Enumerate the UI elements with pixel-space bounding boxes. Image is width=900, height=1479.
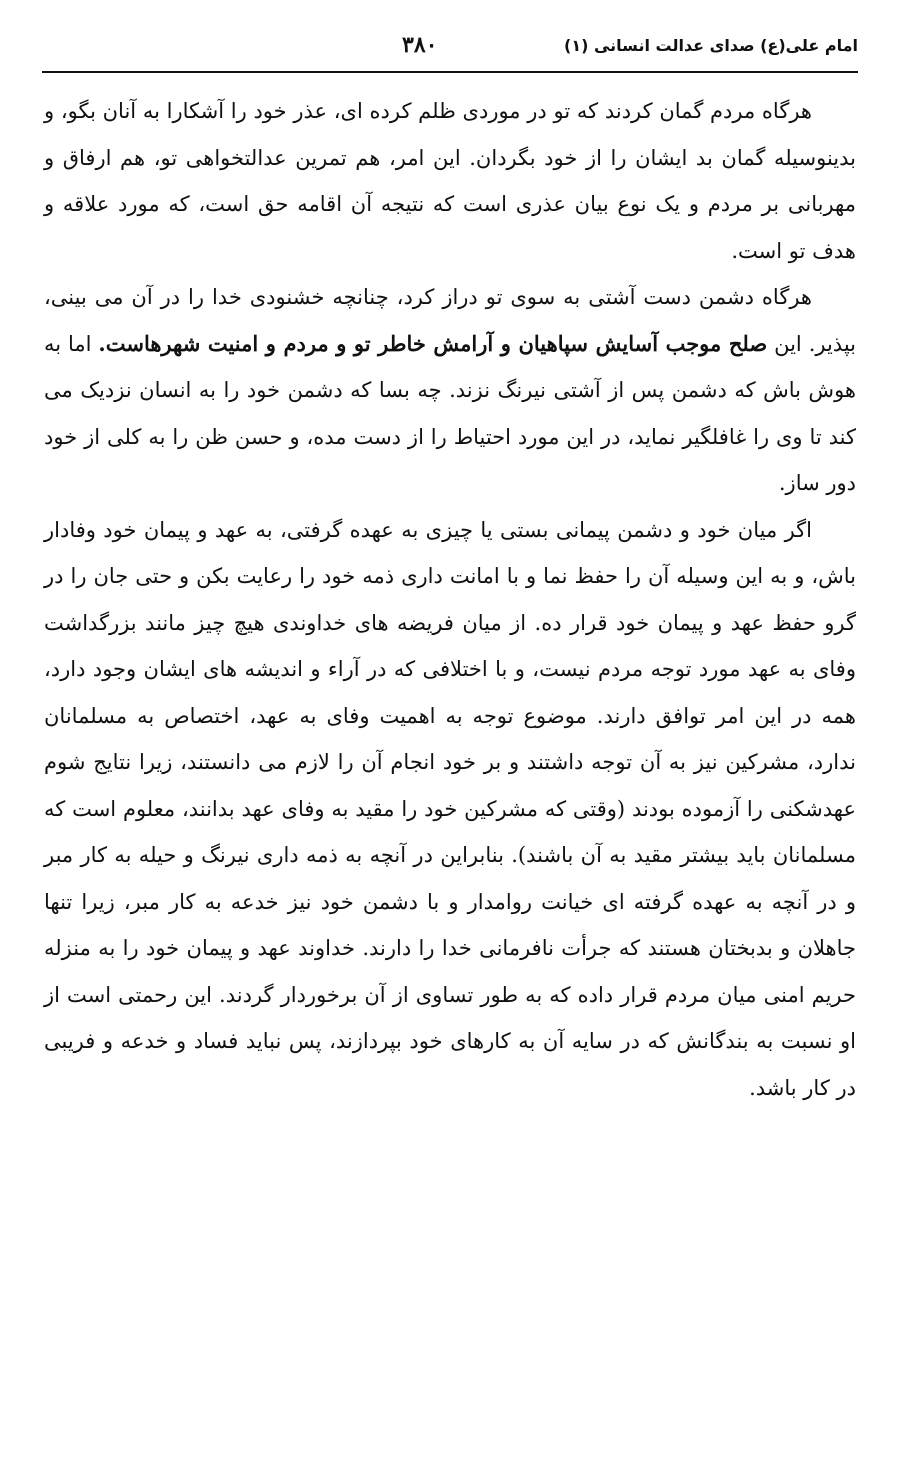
paragraph-peace-with-enemy xyxy=(44,274,856,507)
page-body xyxy=(44,88,856,1111)
page-number: ۳۸۰ xyxy=(402,32,438,58)
emphasized-text: صلح موجب آسایش سپاهیان و آرامش خاطر تو و مردم و امنیت شهرهاست. xyxy=(98,330,768,356)
paragraph-text: اما به هوش باش که دشمن پس از آشتی نیرنگ نزند. چه بسا که دشمن خود را به انسان نزدیک می کند تا وی را غافلگیر نماید، در این مورد احتیاط را از دست مده، و حسن ظن را به کلی از خود دور ساز. xyxy=(44,331,856,495)
header-rule xyxy=(42,71,858,73)
page-header xyxy=(42,30,858,72)
running-title: امام علی(ع) صدای عدالت انسانی (۱) xyxy=(564,36,858,55)
paragraph-text: اگر میان خود و دشمن پیمانی بستی یا چیزی به عهده گرفتی، به عهد و پیمان خود وفادار باش، و به این وسیله آن را حفظ نما و با امانت داری ذمه خود را رعایت بکن و حتی جان را در گرو حفظ عهد و پیمان خود قرار ده. از میان فریضه های خداوندی هیچ چیز مانند بزرگداشت وفای به عهد مورد توجه مردم نیست، و با اختلافی که در آراء و اندیشه های ایشان وجود دارد، همه در این امر توافق دارند. موضوع توجه به اهمیت وفای به عهد، اختصاص به مسلمانان ندارد، مشرکین نیز به آن توجه داشتند و بر خود انجام آن را لازم می دانستند، زیرا نتایج شوم عهدشکنی را آزموده بودند (وقتی که مشرکین خود را مقید به وفای عهد بدانند، معلوم است که مسلمانان باید بیشتر مقید به آن باشند). بنابراین در آنچه به ذمه داری نیرنگ و حیله به کار مبر و در آنچه به عهده گرفته ای خیانت روامدار و با دشمن خود نیز خدعه به کار مبر، زیرا تنها جاهلان و بدبختان هستند که جرأت نافرمانی خدا را دارند. خداوند عهد و پیمان خود را به منزله حریم امنی میان مردم قرار داده که به طور تساوی از آن برخوردار گردند. این رحمتی است از او نسبت به بندگانش که در سایه آن به کارهای خود بپردازند، پس نباید فساد و خدعه و فریبی در کار باشد. xyxy=(44,517,856,1100)
paragraph-fair-reputation xyxy=(44,88,856,274)
paragraph-text: هرگاه دشمن دست آشتی به سوی تو دراز کرد، چنانچه خشنودی خدا را در آن می بینی، بپذیر. این xyxy=(44,285,857,356)
paragraph-keeping-covenants xyxy=(44,507,856,1112)
paragraph-text: هرگاه مردم گمان کردند که تو در موردی ظلم کرده ای، عذر خود را آشکارا به آنان بگو، و بدینوسیله گمان بد ایشان را از خود بگردان. این امر، هم تمرین عدالتخواهی تو، هم ارفاق و مهربانی بر مردم و یک نوع بیان عذری است که نتیجه آن اقامه حق است، که مورد علاقه و هدف تو است. xyxy=(44,99,856,263)
